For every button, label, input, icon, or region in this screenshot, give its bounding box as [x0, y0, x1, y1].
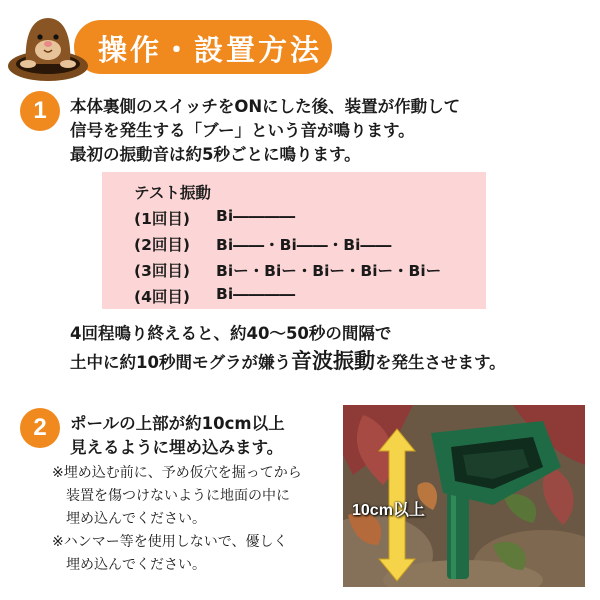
step-1-after-line-2	[70, 345, 506, 375]
installation-photo-illustration	[343, 405, 585, 587]
mole-icon	[6, 6, 90, 82]
installation-photo	[343, 405, 585, 587]
note-line-3: 埋め込んでください。	[66, 511, 206, 527]
step-1-line-1: 本体裏側のスイッチをONにした後、装置が作動して	[70, 97, 461, 116]
step-1-line-3: 最初の振動音は約5秒ごとに鳴ります。	[70, 145, 361, 164]
test-vibration-title: テスト振動	[134, 184, 211, 202]
test-row-3-pattern: Biー・Biー・Biー・Biー・Biー	[216, 262, 442, 280]
step-1-after-line-1: 4回程鳴り終えると、約40～50秒の間隔で	[70, 324, 392, 343]
test-row-4-label: (4回目)	[134, 288, 190, 306]
step-2-line-1: ポールの上部が約10cm以上	[70, 414, 285, 433]
note-line-1: ※埋め込む前に、予め仮穴を掘ってから	[52, 465, 302, 481]
test-row-4-pattern: Bi――――	[216, 285, 296, 303]
page-title: 操作・設置方法	[98, 33, 323, 67]
test-row-1-label: (1回目)	[134, 210, 190, 228]
note-line-4: ※ハンマー等を使用しないで、優しく	[52, 534, 288, 550]
test-row-1-pattern: Bi――――	[216, 207, 296, 225]
note-line-2: 装置を傷つけないように地面の中に	[66, 488, 290, 504]
step-2-line-2: 見えるように埋め込みます。	[70, 438, 284, 457]
step-1-line-2: 信号を発生する「ブー」という音が鳴ります。	[70, 121, 415, 140]
test-row-2-label: (2回目)	[134, 236, 190, 254]
after-line-emphasis: 音波振動	[290, 349, 375, 373]
after-line-pre: 土中に約10秒間モグラが嫌う	[70, 353, 291, 372]
after-line-post: を発生させます。	[374, 353, 506, 372]
photo-height-label: 10cm以上	[352, 502, 425, 519]
step-2-number: 2	[20, 408, 60, 448]
step-1-number: 1	[20, 91, 60, 131]
test-row-3-label: (3回目)	[134, 262, 190, 280]
test-row-2-pattern: Bi――・Bi――・Bi――	[216, 236, 392, 254]
note-line-5: 埋め込んでください。	[66, 557, 206, 573]
